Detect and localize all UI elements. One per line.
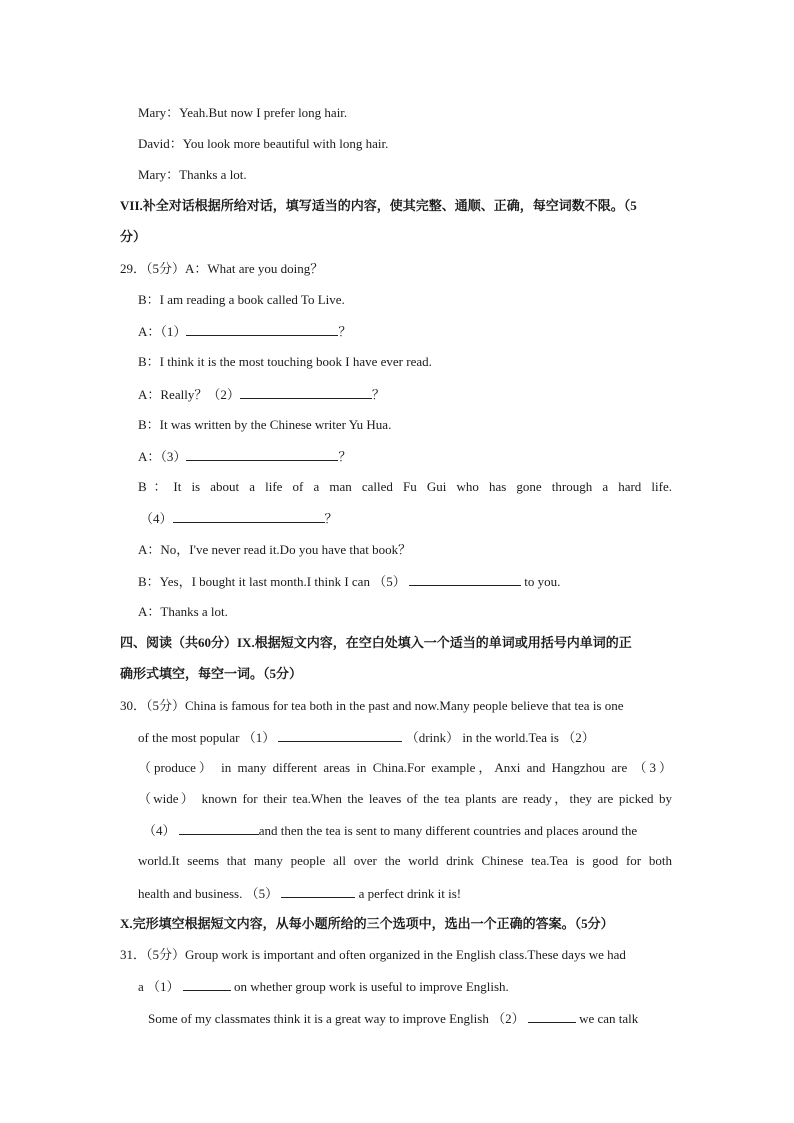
- line-text: health and business. （5）: [138, 886, 279, 901]
- dialogue-line: [138, 385, 385, 404]
- answer-blank-3[interactable]: [186, 447, 338, 461]
- passage-line: [138, 977, 509, 996]
- answer-blank-1[interactable]: [186, 322, 338, 336]
- dialogue-line: Mary：Yeah.But now I prefer long hair.: [138, 105, 348, 120]
- section-heading: X.完形填空根据短文内容，从每小题所给的三个选项中，选出一个正确的答案。（5分）: [120, 916, 614, 931]
- line-text: （4）: [143, 823, 176, 838]
- line-text: we can talk: [579, 1011, 639, 1026]
- line-text: a perfect drink it is!: [358, 886, 462, 901]
- dialogue-line: [138, 572, 560, 591]
- answer-blank-2[interactable]: [240, 385, 372, 399]
- line-text: ？: [371, 387, 385, 402]
- passage-line: [143, 821, 637, 840]
- section-heading: 四、阅读（共60分）IX.根据短文内容，在空白处填入一个适当的单词或用括号内单词的正: [120, 635, 632, 650]
- passage-line: （produce） in many different areas in China.For example，Anxi and Hangzhou are （3）: [138, 760, 672, 775]
- dialogue-line: [138, 322, 351, 341]
- line-text: Some of my classmates think it is a great way to improve English （2）: [148, 1011, 525, 1026]
- answer-blank-1[interactable]: [278, 728, 402, 742]
- passage-line: world.It seems that many people all over the world drink Chinese tea.Tea is good for both: [138, 853, 672, 868]
- line-text: B：Yes，I bought it last month.I think I can （5）: [138, 574, 406, 589]
- dialogue-line: B：I think it is the most touching book I have ever read.: [138, 354, 432, 369]
- line-text: （4）: [140, 511, 173, 526]
- line-text: on whether group work is useful to improve English.: [234, 979, 509, 994]
- line-text: A：（1）: [138, 324, 187, 339]
- line-text: A：（3）: [138, 449, 187, 464]
- passage-line: （wide） known for their tea.When the leaves of the tea plants are ready，they are picked by: [138, 791, 672, 806]
- passage-line: [138, 728, 595, 747]
- line-text: （drink） in the world.Tea is （2）: [405, 730, 595, 745]
- dialogue-line: David：You look more beautiful with long hair.: [138, 136, 389, 151]
- section-heading-cont: 分）: [120, 229, 147, 244]
- line-text: ？: [338, 449, 352, 464]
- dialogue-line: Mary：Thanks a lot.: [138, 167, 247, 182]
- answer-blank-4[interactable]: [179, 821, 259, 835]
- section-heading: VII.补全对话根据所给对话，填写适当的内容，使其完整、通顺、正确，每空词数不限。（5: [120, 198, 637, 213]
- dialogue-line: B：I am reading a book called To Live.: [138, 292, 345, 307]
- line-text: A：Really？（2）: [138, 387, 240, 402]
- answer-blank-5[interactable]: [281, 884, 355, 898]
- dialogue-line: B：It is about a life of a man called Fu Gui who has gone through a hard life.: [138, 479, 672, 494]
- dialogue-line: [138, 447, 351, 466]
- line-text: a （1）: [138, 979, 180, 994]
- dialogue-line: A：Thanks a lot.: [138, 604, 228, 619]
- answer-blank-4[interactable]: [173, 509, 325, 523]
- line-text: ？: [324, 511, 338, 526]
- question-31-stem: 31．（5分）Group work is important and often organized in the English class.These days we had: [120, 947, 626, 962]
- dialogue-line: B：It was written by the Chinese writer Yu Hua.: [138, 417, 392, 432]
- answer-blank-1[interactable]: [183, 977, 231, 991]
- line-text: of the most popular （1）: [138, 730, 276, 745]
- passage-line: [148, 1009, 638, 1028]
- line-text: ？: [338, 324, 352, 339]
- answer-blank-2[interactable]: [528, 1009, 576, 1023]
- question-29-stem: 29．（5分）A：What are you doing？: [120, 261, 324, 276]
- answer-blank-5[interactable]: [409, 572, 521, 586]
- question-30-stem: 30．（5分）China is famous for tea both in the past and now.Many people believe that tea is one: [120, 698, 624, 713]
- passage-line: [138, 884, 461, 903]
- dialogue-line: A：No，I've never read it.Do you have that book？: [138, 542, 412, 557]
- dialogue-line: [140, 509, 338, 528]
- line-text: and then the tea is sent to many different countries and places around the: [258, 823, 638, 838]
- section-heading-cont: 确形式填空，每空一词。（5分）: [120, 666, 303, 681]
- line-text: to you.: [524, 574, 561, 589]
